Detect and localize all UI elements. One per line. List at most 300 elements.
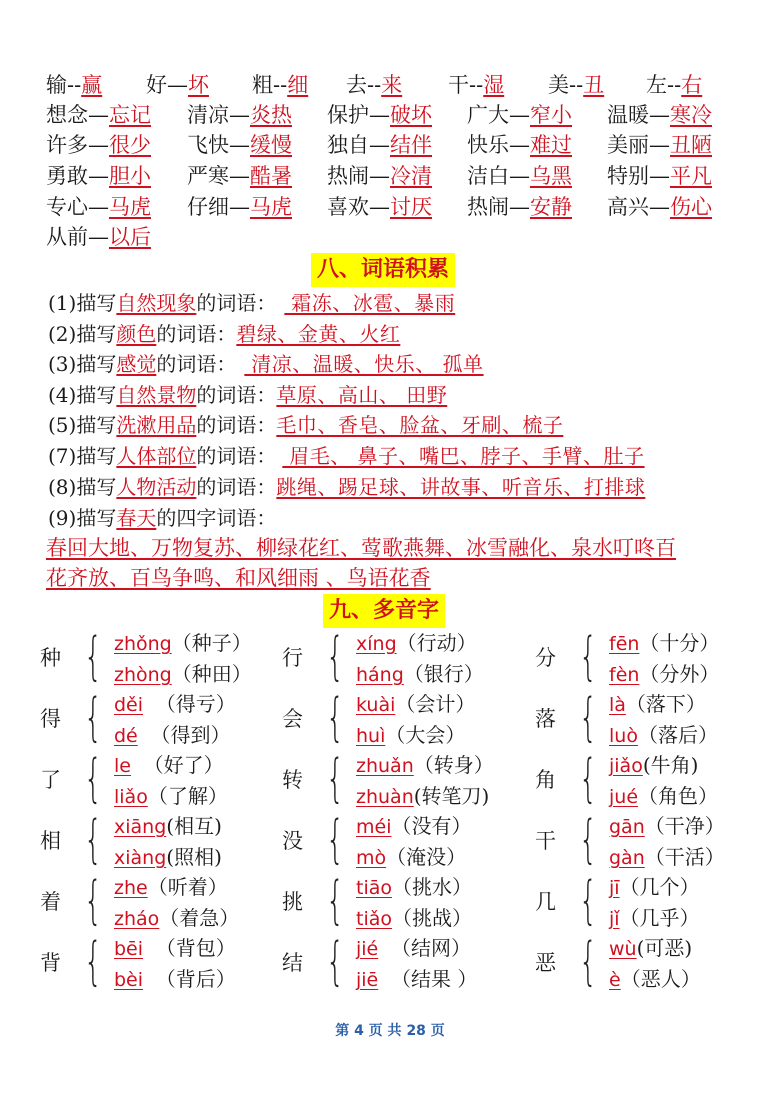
antonym: 细 (287, 73, 309, 97)
polyphonic-character: 恶 (535, 951, 556, 975)
item-number: (1) (48, 291, 77, 315)
antonym-pair (146, 70, 209, 100)
antonym-pair (346, 70, 402, 100)
example-word: （淹没） (386, 845, 467, 869)
example-word: （转身） (413, 753, 494, 777)
word: 输-- (46, 73, 82, 97)
brace-icon: { (579, 627, 598, 687)
brace-icon: { (579, 871, 598, 931)
word: 广大— (467, 103, 530, 127)
item-words: 霜冻、冰雹、暴雨 (284, 291, 456, 315)
footer-text: 第 (335, 1023, 355, 1039)
antonym: 平凡 (670, 164, 712, 188)
word: 热闹— (467, 195, 530, 219)
example-word: （种田） (171, 662, 252, 686)
brace-icon: { (326, 932, 345, 992)
antonym-row-4 (46, 161, 746, 191)
item-words: 跳绳、踢足球、讲故事、听音乐、打排球 (276, 475, 646, 499)
example-word: （大会） (385, 723, 466, 747)
antonym: 坏 (188, 73, 209, 97)
example-word: （结果 ） (378, 967, 478, 991)
item-prefix: 描写 (76, 383, 117, 407)
antonym: 结伴 (390, 133, 432, 157)
total-pages: 28 (406, 1023, 426, 1039)
word: 喜欢— (327, 195, 390, 219)
antonym: 冷清 (390, 164, 432, 188)
polyphonic-entry (282, 872, 512, 934)
pinyin: zhe (114, 877, 148, 899)
antonym: 乌黑 (530, 164, 572, 188)
antonym-row-3 (46, 130, 746, 160)
pinyin: zháo (114, 908, 160, 930)
spring-idioms-line-1 (46, 533, 746, 563)
antonym-pair (187, 161, 292, 191)
word: 粗-- (252, 73, 288, 97)
footer-text: 页 (425, 1023, 445, 1039)
example-word: （种子） (171, 631, 252, 655)
brace-icon: { (326, 749, 345, 809)
item-number: (9) (48, 506, 77, 530)
antonym: 很少 (109, 133, 151, 157)
reading-line (609, 872, 700, 902)
item-number: (4) (48, 383, 77, 407)
antonym-pair (327, 100, 432, 130)
antonym: 酷暑 (250, 164, 292, 188)
section-heading-vocabulary: 八、词语积累 (311, 253, 455, 287)
pinyin: là (609, 694, 626, 716)
brace-icon: { (326, 688, 345, 748)
example-word: (可恶) (636, 936, 693, 960)
vocab-item (48, 503, 276, 533)
antonym-row-2 (46, 100, 746, 130)
antonym-pair (46, 130, 151, 160)
antonym: 胆小 (109, 164, 151, 188)
pinyin: zhuǎn (356, 755, 414, 777)
reading-line (609, 933, 692, 963)
pinyin: jié (356, 938, 379, 960)
polyphonic-entry (282, 689, 512, 751)
item-words: 草原、高山、 田野 (276, 383, 448, 407)
pinyin: xíng (356, 633, 397, 655)
word: 快乐— (467, 133, 530, 157)
item-prefix: 描写 (76, 475, 117, 499)
vocab-item (48, 319, 400, 349)
example-word: （恶人） (620, 967, 701, 991)
antonym: 湿 (483, 73, 505, 97)
antonym: 马虎 (250, 195, 292, 219)
reading-line (609, 720, 718, 750)
item-words: 碧绿、金黄、火红 (236, 322, 401, 346)
antonym: 忘记 (109, 103, 151, 127)
item-prefix: 描写 (76, 322, 117, 346)
antonym-pair (46, 100, 151, 130)
reading-line (609, 842, 725, 872)
antonym-pair (646, 70, 702, 100)
example-word: （听着） (147, 875, 228, 899)
polyphonic-entry (40, 933, 270, 995)
word: 想念— (46, 103, 109, 127)
polyphonic-character: 角 (535, 768, 556, 792)
antonym: 讨厌 (390, 195, 432, 219)
pinyin: děi (114, 694, 144, 716)
antonym-pair (467, 192, 572, 222)
polyphonic-entry (282, 628, 512, 690)
pinyin: bēi (114, 938, 144, 960)
polyphonic-character: 背 (40, 951, 61, 975)
example-word: (转笔刀) (413, 784, 490, 808)
polyphonic-entry (40, 628, 270, 690)
spring-idioms: 花齐放、百鸟争鸣、和风细雨 、鸟语花香 (46, 566, 431, 590)
example-word: （银行） (403, 662, 484, 686)
reading-line (114, 628, 252, 658)
antonym-pair (252, 70, 308, 100)
antonym: 以后 (109, 225, 151, 249)
vocab-item (48, 441, 645, 471)
example-word: （几个） (619, 875, 700, 899)
reading-line (356, 842, 466, 872)
word: 洁白— (467, 164, 530, 188)
antonym-row-1 (46, 70, 746, 100)
polyphonic-entry (535, 933, 765, 995)
example-word: （分外） (639, 662, 720, 686)
example-word: （干活） (644, 845, 725, 869)
pinyin: méi (356, 816, 392, 838)
pinyin: fēn (609, 633, 640, 655)
antonym: 右 (681, 73, 703, 97)
polyphonic-entry (40, 689, 270, 751)
word: 干-- (448, 73, 484, 97)
antonym: 缓慢 (250, 133, 292, 157)
reading-line (356, 811, 471, 841)
pinyin: zhuàn (356, 786, 414, 808)
section-heading-polyphonic: 九、多音字 (323, 594, 445, 628)
brace-icon: { (326, 627, 345, 687)
antonym-pair (187, 192, 292, 222)
word: 许多— (46, 133, 109, 157)
item-prefix: 描写 (76, 291, 117, 315)
polyphonic-entry (535, 750, 765, 812)
reading-line (356, 933, 471, 963)
polyphonic-character: 挑 (282, 890, 303, 914)
page-number: 4 (354, 1023, 364, 1039)
antonym-pair (327, 130, 432, 160)
example-word: （得亏） (143, 692, 236, 716)
polyphonic-entry (282, 933, 512, 995)
polyphonic-entry (282, 750, 512, 812)
word: 飞快— (187, 133, 250, 157)
vocab-item (48, 288, 455, 318)
brace-icon: { (84, 688, 103, 748)
word: 特别— (607, 164, 670, 188)
reading-line (114, 689, 236, 719)
word: 好— (146, 73, 188, 97)
antonym-pair (607, 161, 712, 191)
item-number: (3) (48, 352, 77, 376)
brace-icon: { (579, 749, 598, 809)
pinyin: kuài (356, 694, 396, 716)
polyphonic-entry (40, 872, 270, 934)
pinyin: gān (609, 816, 645, 838)
reading-line (609, 628, 719, 658)
vocab-item (48, 380, 447, 410)
reading-line (356, 750, 494, 780)
polyphonic-character: 干 (535, 829, 556, 853)
item-suffix: 的词语： (156, 322, 237, 346)
item-suffix: 的词语： (156, 352, 237, 376)
word: 保护— (327, 103, 390, 127)
brace-icon: { (84, 627, 103, 687)
item-suffix: 的词语： (196, 444, 277, 468)
reading-line (114, 781, 228, 811)
reading-line (609, 689, 706, 719)
item-words: 毛巾、香皂、脸盆、牙刷、梳子 (276, 413, 564, 437)
antonym: 寒冷 (670, 103, 712, 127)
polyphonic-character: 种 (40, 646, 61, 670)
example-word: （挑水） (392, 875, 472, 899)
footer-text: 页 共 (363, 1023, 407, 1039)
antonym: 丑陋 (670, 133, 712, 157)
antonym-pair (46, 161, 151, 191)
pinyin: liǎo (114, 786, 148, 808)
example-word: (牛角) (642, 753, 699, 777)
example-word: （挑战） (392, 906, 472, 930)
polyphonic-character: 了 (40, 768, 61, 792)
vocab-item (48, 410, 563, 440)
antonym-pair (548, 70, 604, 100)
reading-line (114, 933, 236, 963)
word: 温暖— (607, 103, 670, 127)
polyphonic-character: 转 (282, 768, 303, 792)
reading-line (609, 781, 718, 811)
word: 专心— (46, 195, 109, 219)
item-suffix: 的词语： (196, 291, 277, 315)
word: 热闹— (327, 164, 390, 188)
example-word: （十分） (639, 631, 720, 655)
example-word: （落下） (625, 692, 706, 716)
item-suffix: 的词语： (196, 383, 277, 407)
polyphonic-entry (535, 689, 765, 751)
antonym-pair (46, 222, 151, 252)
brace-icon: { (84, 932, 103, 992)
item-topic: 人体部位 (116, 444, 197, 468)
reading-line (114, 811, 222, 841)
antonym-pair (467, 100, 572, 130)
brace-icon: { (326, 810, 345, 870)
item-topic: 人物活动 (116, 475, 197, 499)
example-word: （几乎） (619, 906, 700, 930)
antonym: 来 (381, 73, 403, 97)
word: 仔细— (187, 195, 250, 219)
antonym: 难过 (530, 133, 572, 157)
pinyin: jī (609, 877, 620, 899)
spring-idioms: 春回大地、万物复苏、柳绿花红、莺歌燕舞、冰雪融化、泉水叮咚百 (46, 536, 676, 560)
polyphonic-character: 行 (282, 646, 303, 670)
item-prefix: 描写 (76, 506, 117, 530)
pinyin: xiàng (114, 847, 167, 869)
antonym-row-6 (46, 222, 746, 252)
reading-line (609, 964, 701, 994)
pinyin: háng (356, 664, 404, 686)
word: 美丽— (607, 133, 670, 157)
antonym: 窄小 (530, 103, 572, 127)
pinyin: fèn (609, 664, 640, 686)
item-prefix: 描写 (76, 444, 117, 468)
spring-idioms-line-2 (46, 563, 746, 593)
antonym-pair (46, 192, 151, 222)
pinyin: mò (356, 847, 387, 869)
reading-line (609, 811, 725, 841)
antonym-pair (467, 130, 572, 160)
polyphonic-character: 落 (535, 707, 556, 731)
item-topic: 自然现象 (116, 291, 197, 315)
reading-line (114, 842, 222, 872)
word: 清凉— (187, 103, 250, 127)
antonym-pair (187, 100, 292, 130)
polyphonic-character: 分 (535, 646, 556, 670)
example-word: （背包） (143, 936, 236, 960)
pinyin: luò (609, 725, 638, 747)
antonym-pair (448, 70, 504, 100)
antonym-pair (607, 192, 712, 222)
reading-line (356, 872, 472, 902)
antonym: 赢 (81, 73, 103, 97)
word: 高兴— (607, 195, 670, 219)
polyphonic-character: 得 (40, 707, 61, 731)
brace-icon: { (326, 871, 345, 931)
reading-line (114, 720, 230, 750)
item-prefix: 描写 (76, 352, 117, 376)
pinyin: jiǎo (609, 755, 643, 777)
pinyin: jué (609, 786, 639, 808)
item-number: (5) (48, 413, 77, 437)
reading-line (356, 720, 465, 750)
pinyin: wù (609, 938, 637, 960)
polyphonic-character: 没 (282, 829, 303, 853)
brace-icon: { (84, 749, 103, 809)
antonym: 炎热 (250, 103, 292, 127)
antonym-pair (607, 100, 712, 130)
word: 严寒— (187, 164, 250, 188)
brace-icon: { (579, 810, 598, 870)
word: 去-- (346, 73, 382, 97)
polyphonic-character: 相 (40, 829, 61, 853)
example-word: （没有） (391, 814, 472, 838)
polyphonic-entry (535, 872, 765, 934)
antonym-pair (467, 161, 572, 191)
antonym-pair (327, 161, 432, 191)
word: 从前— (46, 225, 109, 249)
reading-line (609, 750, 698, 780)
pinyin: zhǒng (114, 633, 172, 655)
polyphonic-entry (535, 811, 765, 873)
antonym: 马虎 (109, 195, 151, 219)
item-suffix: 的词语： (196, 475, 277, 499)
example-word: （结网） (378, 936, 471, 960)
reading-line (609, 903, 700, 933)
vocab-item (48, 472, 645, 502)
brace-icon: { (579, 932, 598, 992)
word: 勇敢— (46, 164, 109, 188)
antonym-pair (187, 130, 292, 160)
pinyin: tiǎo (356, 908, 392, 930)
example-word: （着急） (159, 906, 240, 930)
reading-line (609, 659, 719, 689)
item-number: (8) (48, 475, 77, 499)
page-footer (0, 1020, 780, 1040)
word: 美-- (548, 73, 584, 97)
reading-line (356, 628, 477, 658)
pinyin: è (609, 969, 621, 991)
antonym: 伤心 (670, 195, 712, 219)
pinyin: jǐ (609, 908, 620, 930)
item-topic: 洗漱用品 (116, 413, 197, 437)
example-word: （好了） (130, 753, 224, 777)
antonym-row-5 (46, 192, 746, 222)
reading-line (356, 964, 477, 994)
polyphonic-character: 几 (535, 890, 556, 914)
reading-line (356, 659, 484, 689)
pinyin: xiāng (114, 816, 167, 838)
brace-icon: { (84, 871, 103, 931)
antonym-pair (327, 192, 432, 222)
pinyin: zhòng (114, 664, 172, 686)
item-suffix: 的四字词语： (156, 506, 277, 530)
reading-line (114, 964, 236, 994)
polyphonic-character: 着 (40, 890, 61, 914)
pinyin: tiāo (356, 877, 392, 899)
brace-icon: { (84, 810, 103, 870)
antonym: 丑 (583, 73, 605, 97)
example-word: （落后） (637, 723, 718, 747)
example-word: （得到） (137, 723, 231, 747)
item-prefix: 描写 (76, 413, 117, 437)
brace-icon: { (579, 688, 598, 748)
item-number: (7) (48, 444, 77, 468)
polyphonic-character: 会 (282, 707, 303, 731)
example-word: （角色） (638, 784, 719, 808)
antonym-pair (607, 130, 712, 160)
pinyin: le (114, 755, 131, 777)
polyphonic-entry (40, 811, 270, 873)
example-word: （行动） (396, 631, 477, 655)
pinyin: huì (356, 725, 386, 747)
reading-line (114, 872, 228, 902)
pinyin: bèi (114, 969, 144, 991)
antonym-pair (46, 70, 102, 100)
example-word: （干净） (644, 814, 725, 838)
item-suffix: 的词语： (196, 413, 277, 437)
polyphonic-character: 结 (282, 951, 303, 975)
item-topic: 颜色 (116, 322, 157, 346)
reading-line (356, 689, 475, 719)
example-word: （了解） (147, 784, 228, 808)
word: 左-- (646, 73, 682, 97)
item-number: (2) (48, 322, 77, 346)
item-topic: 春天 (116, 506, 157, 530)
pinyin: jiē (356, 969, 379, 991)
reading-line (114, 750, 224, 780)
antonym: 安静 (530, 195, 572, 219)
polyphonic-entry (535, 628, 765, 690)
example-word: (相互) (166, 814, 222, 838)
pinyin: gàn (609, 847, 645, 869)
reading-line (114, 903, 239, 933)
polyphonic-entry (282, 811, 512, 873)
example-word: （背后） (143, 967, 236, 991)
item-words: 眉毛、 鼻子、嘴巴、脖子、手臂、肚子 (282, 444, 645, 468)
reading-line (114, 659, 252, 689)
item-topic: 自然景物 (116, 383, 197, 407)
